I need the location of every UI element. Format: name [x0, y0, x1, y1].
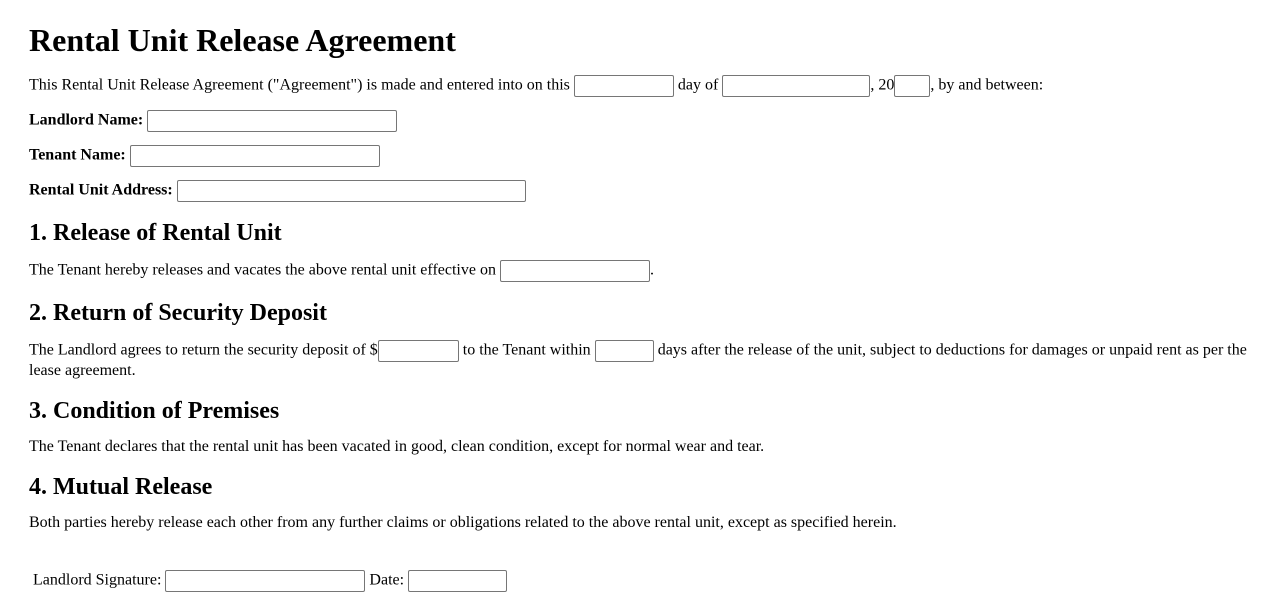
landlord-signature-input[interactable] [165, 570, 365, 592]
section-3-heading: 3. Condition of Premises [29, 398, 280, 424]
deposit-amount-input[interactable] [378, 340, 459, 362]
landlord-name-row [29, 110, 1248, 132]
section-1-text-after: . [649, 261, 654, 279]
section-4-paragraph: Both parties hereby release each other from any further claims or obligations related to the above rental unit, except as specified herein. [29, 514, 897, 531]
year-input[interactable] [894, 75, 930, 97]
landlord-name-label: Landlord Name: [29, 111, 144, 129]
intro-text-day-of: day of [677, 76, 719, 94]
section-2-text-before-amount: The Landlord agrees to return the security deposit of $ [29, 341, 378, 359]
tenant-name-input[interactable] [130, 145, 380, 167]
tenant-name-row [29, 145, 1248, 167]
month-input[interactable] [722, 75, 870, 97]
section-2-text-after-days: days after the release of the unit, subject to deductions for damages or unpaid rent as per the lease agreement. [29, 341, 1247, 379]
section-2-paragraph [29, 340, 1248, 380]
effective-date-input[interactable] [500, 260, 650, 282]
tenant-name-label: Tenant Name: [29, 146, 126, 164]
section-2-text-between: to the Tenant within [462, 341, 591, 359]
page-title: Rental Unit Release Agreement [29, 22, 456, 58]
landlord-name-input[interactable] [147, 110, 397, 132]
days-count-input[interactable] [595, 340, 654, 362]
section-2-heading: 2. Return of Security Deposit [29, 300, 327, 326]
landlord-signature-label: Landlord Signature: [33, 571, 162, 589]
landlord-signature-row [33, 570, 1248, 592]
section-3-paragraph: The Tenant declares that the rental unit has been vacated in good, clean condition, except for normal wear and tear. [29, 438, 765, 455]
day-input[interactable] [574, 75, 674, 97]
rental-address-input[interactable] [177, 180, 526, 202]
intro-text-before-day: This Rental Unit Release Agreement ("Agreement") is made and entered into on this [29, 76, 570, 94]
section-4-heading: 4. Mutual Release [29, 474, 213, 500]
intro-text-after-year: , by and between: [930, 76, 1044, 94]
intro-text-year-prefix: , 20 [870, 76, 895, 94]
section-1-heading: 1. Release of Rental Unit [29, 220, 282, 246]
section-1-text: The Tenant hereby releases and vacates the above rental unit effective on [29, 261, 496, 279]
rental-address-row [29, 180, 1248, 202]
section-1-paragraph [29, 260, 1248, 282]
signature-date-input[interactable] [408, 570, 507, 592]
intro-paragraph [29, 75, 1248, 97]
signature-date-label: Date: [369, 571, 405, 589]
rental-address-label: Rental Unit Address: [29, 181, 173, 199]
